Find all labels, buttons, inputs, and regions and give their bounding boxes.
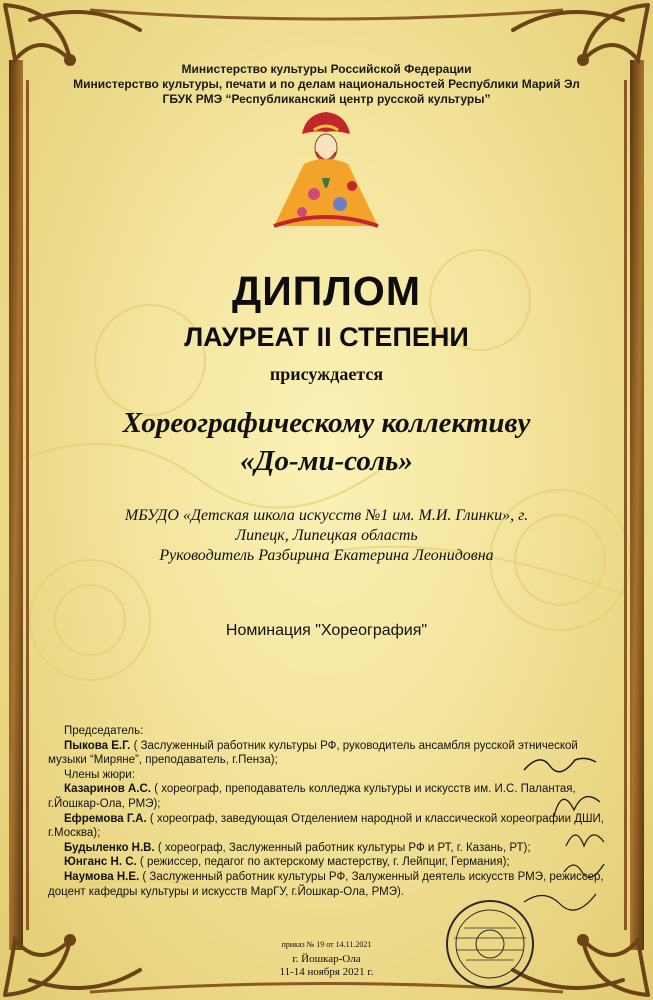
issuer-line-1: Министерство культуры Российской Федерации [181,62,472,76]
recipient [40,404,613,480]
jury-description: ( хореограф, Заслуженный работник культуры РФ и РТ, г. Казань, РТ); [154,841,531,854]
organization-line-2: Липецк, Липецкая область [235,527,418,544]
event-dates: 11-14 ноября 2021 г. [279,966,374,978]
organization [90,506,563,566]
matryoshka-doll-icon [266,108,386,230]
recipient-line-1: Хореографическому коллективу [122,407,531,439]
nomination: Номинация "Хореография" [225,622,428,639]
jury-description: ( Заслуженный работник культуры РФ, руководитель ансамбля русской этнической музыки “Миряне”, преподаватель, г.Пенза); [48,739,578,767]
jury-member [48,841,613,856]
jury-description: ( хореограф, преподаватель колледжа культуры и искусств им. И.С. Палантая, г.Йошкар-Ола, РМЭ); [48,783,576,810]
issuer-line-3: ГБУК РМЭ “Республиканский центр русской культуры” [162,92,491,106]
issuer-line-2: Министерство культуры, печати и по делам национальностей Республики Марий Эл [73,77,580,91]
jury-name: Ефремова Г.А. [64,812,147,825]
jury-description: ( хореограф, заведующая Отделением народной и классической хореографии ДШИ, г.Москва); [48,812,604,840]
city: г. Йошкар-Ола [292,953,361,965]
members-label: Члены жюри: [64,768,135,781]
jury-name: Будыленко Н.В. [64,841,155,854]
issuer-header [40,62,613,107]
diploma-title: ДИПЛОМ [232,268,421,314]
organization-line-1: МБУДО «Детская школа искусств №1 им. М.И. Глинки», г. [124,507,529,524]
jury-description: ( Заслуженный работник культуры РФ, Залуженный деятель искусств РМЭ, режиссер, доцент кафедры культуры и искусств МарГУ, г.Йошкар-Ола, РМЭ). [48,870,604,898]
awarded-text: присуждается [269,364,384,384]
jury-name: Пыкова Е.Г. [64,739,131,752]
signature-member-3 [560,852,610,882]
signature-chair [520,748,600,778]
jury-member [48,812,613,841]
order-number: приказ № 19 от 14.11.2021 [281,940,372,949]
jury-name: Казаринов А.С. [64,783,151,796]
jury-member [48,855,613,870]
jury-member [48,782,613,811]
laureate-degree: ЛАУРЕАТ II СТЕПЕНИ [184,322,469,352]
chair-label: Председатель: [64,725,144,737]
jury-name: Наумова Н.Е. [64,870,140,883]
jury-description: ( режиссер, педагог по актерскому мастерству, г. Лейпциг, Германия); [136,856,510,869]
jury-name: Юнганс Н. С. [64,856,137,869]
recipient-line-2: «До-ми-соль» [240,445,413,477]
organization-director: Руководитель Разбирина Екатерина Леонидовна [159,547,494,564]
signature-member-2 [560,816,610,856]
